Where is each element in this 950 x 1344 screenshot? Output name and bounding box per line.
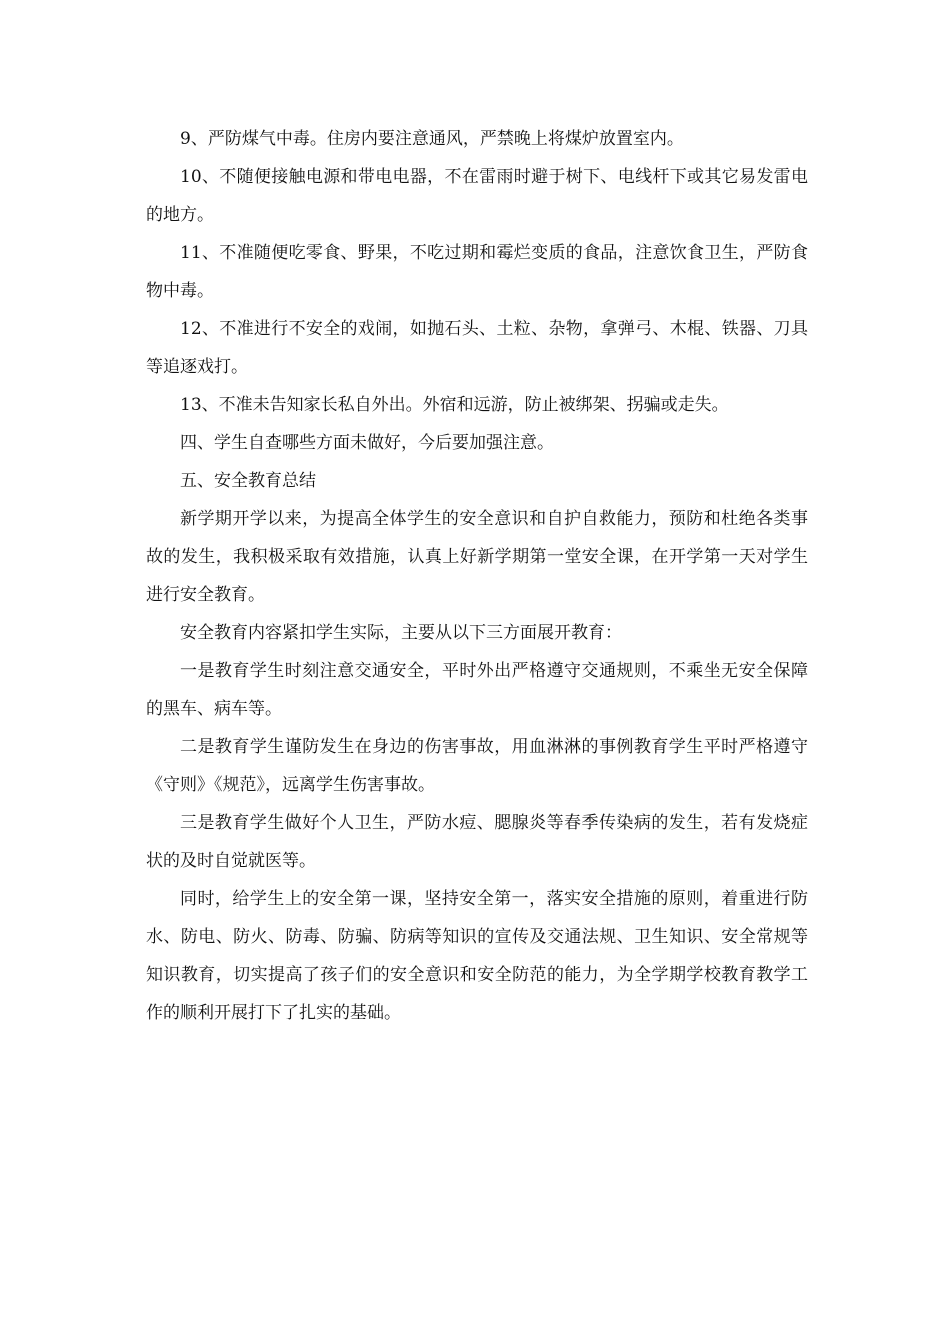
paragraph-item-12: 12、不准进行不安全的戏闹，如抛石头、土粒、杂物，拿弹弓、木棍、铁器、刀具等追逐戏打。 xyxy=(146,319,808,377)
summary-conclusion-paragraph: 同时，给学生上的安全第一课，坚持安全第一，落实安全措施的原则，着重进行防水、防电、防火、防毒、防骗、防病等知识的宣传及交通法规、卫生知识、安全常规等知识教育，切实提高了孩子们的安全意识和安全防范的能力，为全学期学校教育教学工作的顺利开展打下了扎实的基础。 xyxy=(146,889,808,1023)
summary-intro-paragraph: 新学期开学以来，为提高全体学生的安全意识和自护自救能力，预防和杜绝各类事故的发生，我积极采取有效措施，认真上好新学期第一堂安全课，在开学第一天对学生进行安全教育。 xyxy=(146,509,808,605)
section-heading-self-check: 四、学生自查哪些方面未做好，今后要加强注意。 xyxy=(180,433,554,453)
summary-point-injury: 二是教育学生谨防发生在身边的伤害事故，用血淋淋的事例教育学生平时严格遵守《守则》《规范》，远离学生伤害事故。 xyxy=(146,737,808,795)
summary-content-paragraph: 安全教育内容紧扣学生实际，主要从以下三方面展开教育： xyxy=(180,623,622,643)
section-heading-summary: 五、安全教育总结 xyxy=(180,471,316,491)
paragraph-item-13: 13、不准未告知家长私自外出。外宿和远游，防止被绑架、拐骗或走失。 xyxy=(180,395,729,415)
paragraph-item-9: 9、严防煤气中毒。住房内要注意通风，严禁晚上将煤炉放置室内。 xyxy=(180,129,684,149)
summary-point-hygiene: 三是教育学生做好个人卫生，严防水痘、腮腺炎等春季传染病的发生，若有发烧症状的及时自觉就医等。 xyxy=(146,813,808,871)
summary-point-traffic: 一是教育学生时刻注意交通安全，平时外出严格遵守交通规则，不乘坐无安全保障的黑车、病车等。 xyxy=(146,661,808,719)
paragraph-item-10: 10、不随便接触电源和带电电器，不在雷雨时避于树下、电线杆下或其它易发雷电的地方。 xyxy=(146,167,808,225)
paragraph-item-11: 11、不准随便吃零食、野果，不吃过期和霉烂变质的食品，注意饮食卫生，严防食物中毒。 xyxy=(146,243,808,301)
document-page xyxy=(146,120,808,1032)
